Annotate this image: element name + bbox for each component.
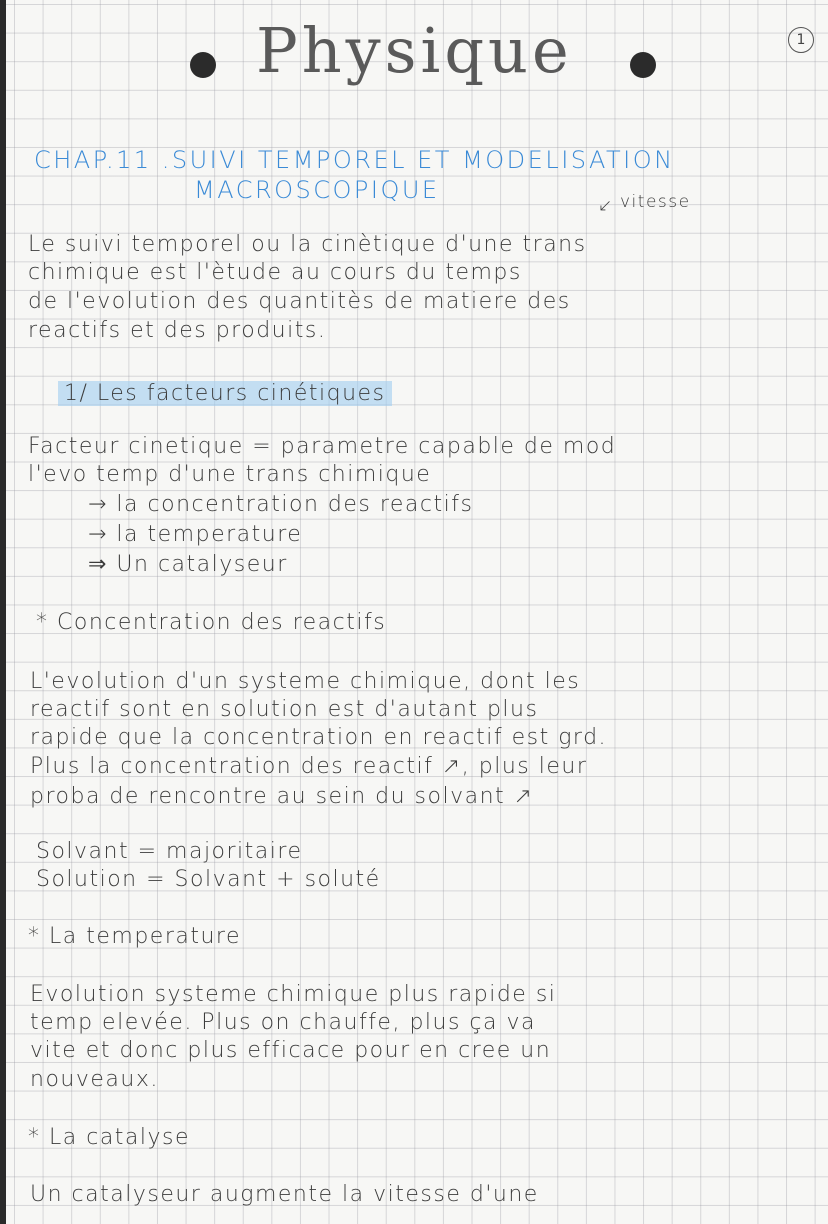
annotation-vitesse: vitesse (620, 192, 691, 212)
paragraph-line: nouveaux. (30, 1067, 159, 1092)
bullet-dot-icon (190, 52, 216, 78)
intro-line: Le suivi temporel ou la cinètique d'une trans (28, 232, 587, 257)
list-item: → la temperature (88, 522, 303, 547)
paragraph-line: vite et donc plus efficace pour en cree un (30, 1038, 552, 1063)
paragraph-line: Evolution systeme chimique plus rapide si (30, 982, 557, 1007)
paragraph-line: proba de rencontre au sein du solvant ↗ (30, 784, 534, 809)
arrow-icon: ↙ (598, 196, 614, 216)
facteur-line: Facteur cinetique = parametre capable de mod (28, 434, 617, 459)
subsection-heading: * La catalyse (28, 1125, 191, 1150)
page-title: Physique (256, 14, 573, 87)
subsection-heading: * Concentration des reactifs (36, 610, 387, 635)
intro-line: reactifs et des produits. (28, 318, 327, 343)
paragraph-line: L'evolution d'un systeme chimique, dont les (30, 669, 581, 694)
bullet-dot-icon (630, 52, 656, 78)
list-item: → la concentration des reactifs (88, 492, 474, 517)
intro-line: chimique est l'ètude au cours du temps (28, 260, 522, 285)
list-item: ⇒ Un catalyseur (88, 552, 288, 577)
section-heading (58, 383, 392, 405)
chapter-title-line2: MACROSCOPIQUE (194, 176, 440, 204)
paragraph-line: Plus la concentration des reactif ↗, plus leur (30, 754, 588, 779)
facteur-line: l'evo temp d'une trans chimique (28, 462, 432, 487)
subsection-heading: * La temperature (28, 924, 242, 949)
intro-line: de l'evolution des quantitès de matiere des (28, 289, 571, 314)
paragraph-line: temp elevée. Plus on chauffe, plus ça va (30, 1010, 537, 1035)
paragraph-line: reactif sont en solution est d'autant plus (30, 697, 539, 722)
notebook-page (6, 0, 828, 1224)
definition-line: Solvant = majoritaire (36, 839, 303, 864)
section-heading-text: 1/ Les facteurs cinétiques (58, 381, 392, 406)
chapter-title-line1: CHAP.11 .SUIVI TEMPOREL ET MODELISATION (34, 146, 675, 174)
paragraph-line: rapide que la concentration en reactif est grd. (30, 725, 608, 750)
page-number: 1 (788, 27, 814, 53)
definition-line: Solution = Solvant + soluté (36, 867, 381, 892)
paragraph-line: Un catalyseur augmente la vitesse d'une (30, 1182, 539, 1207)
